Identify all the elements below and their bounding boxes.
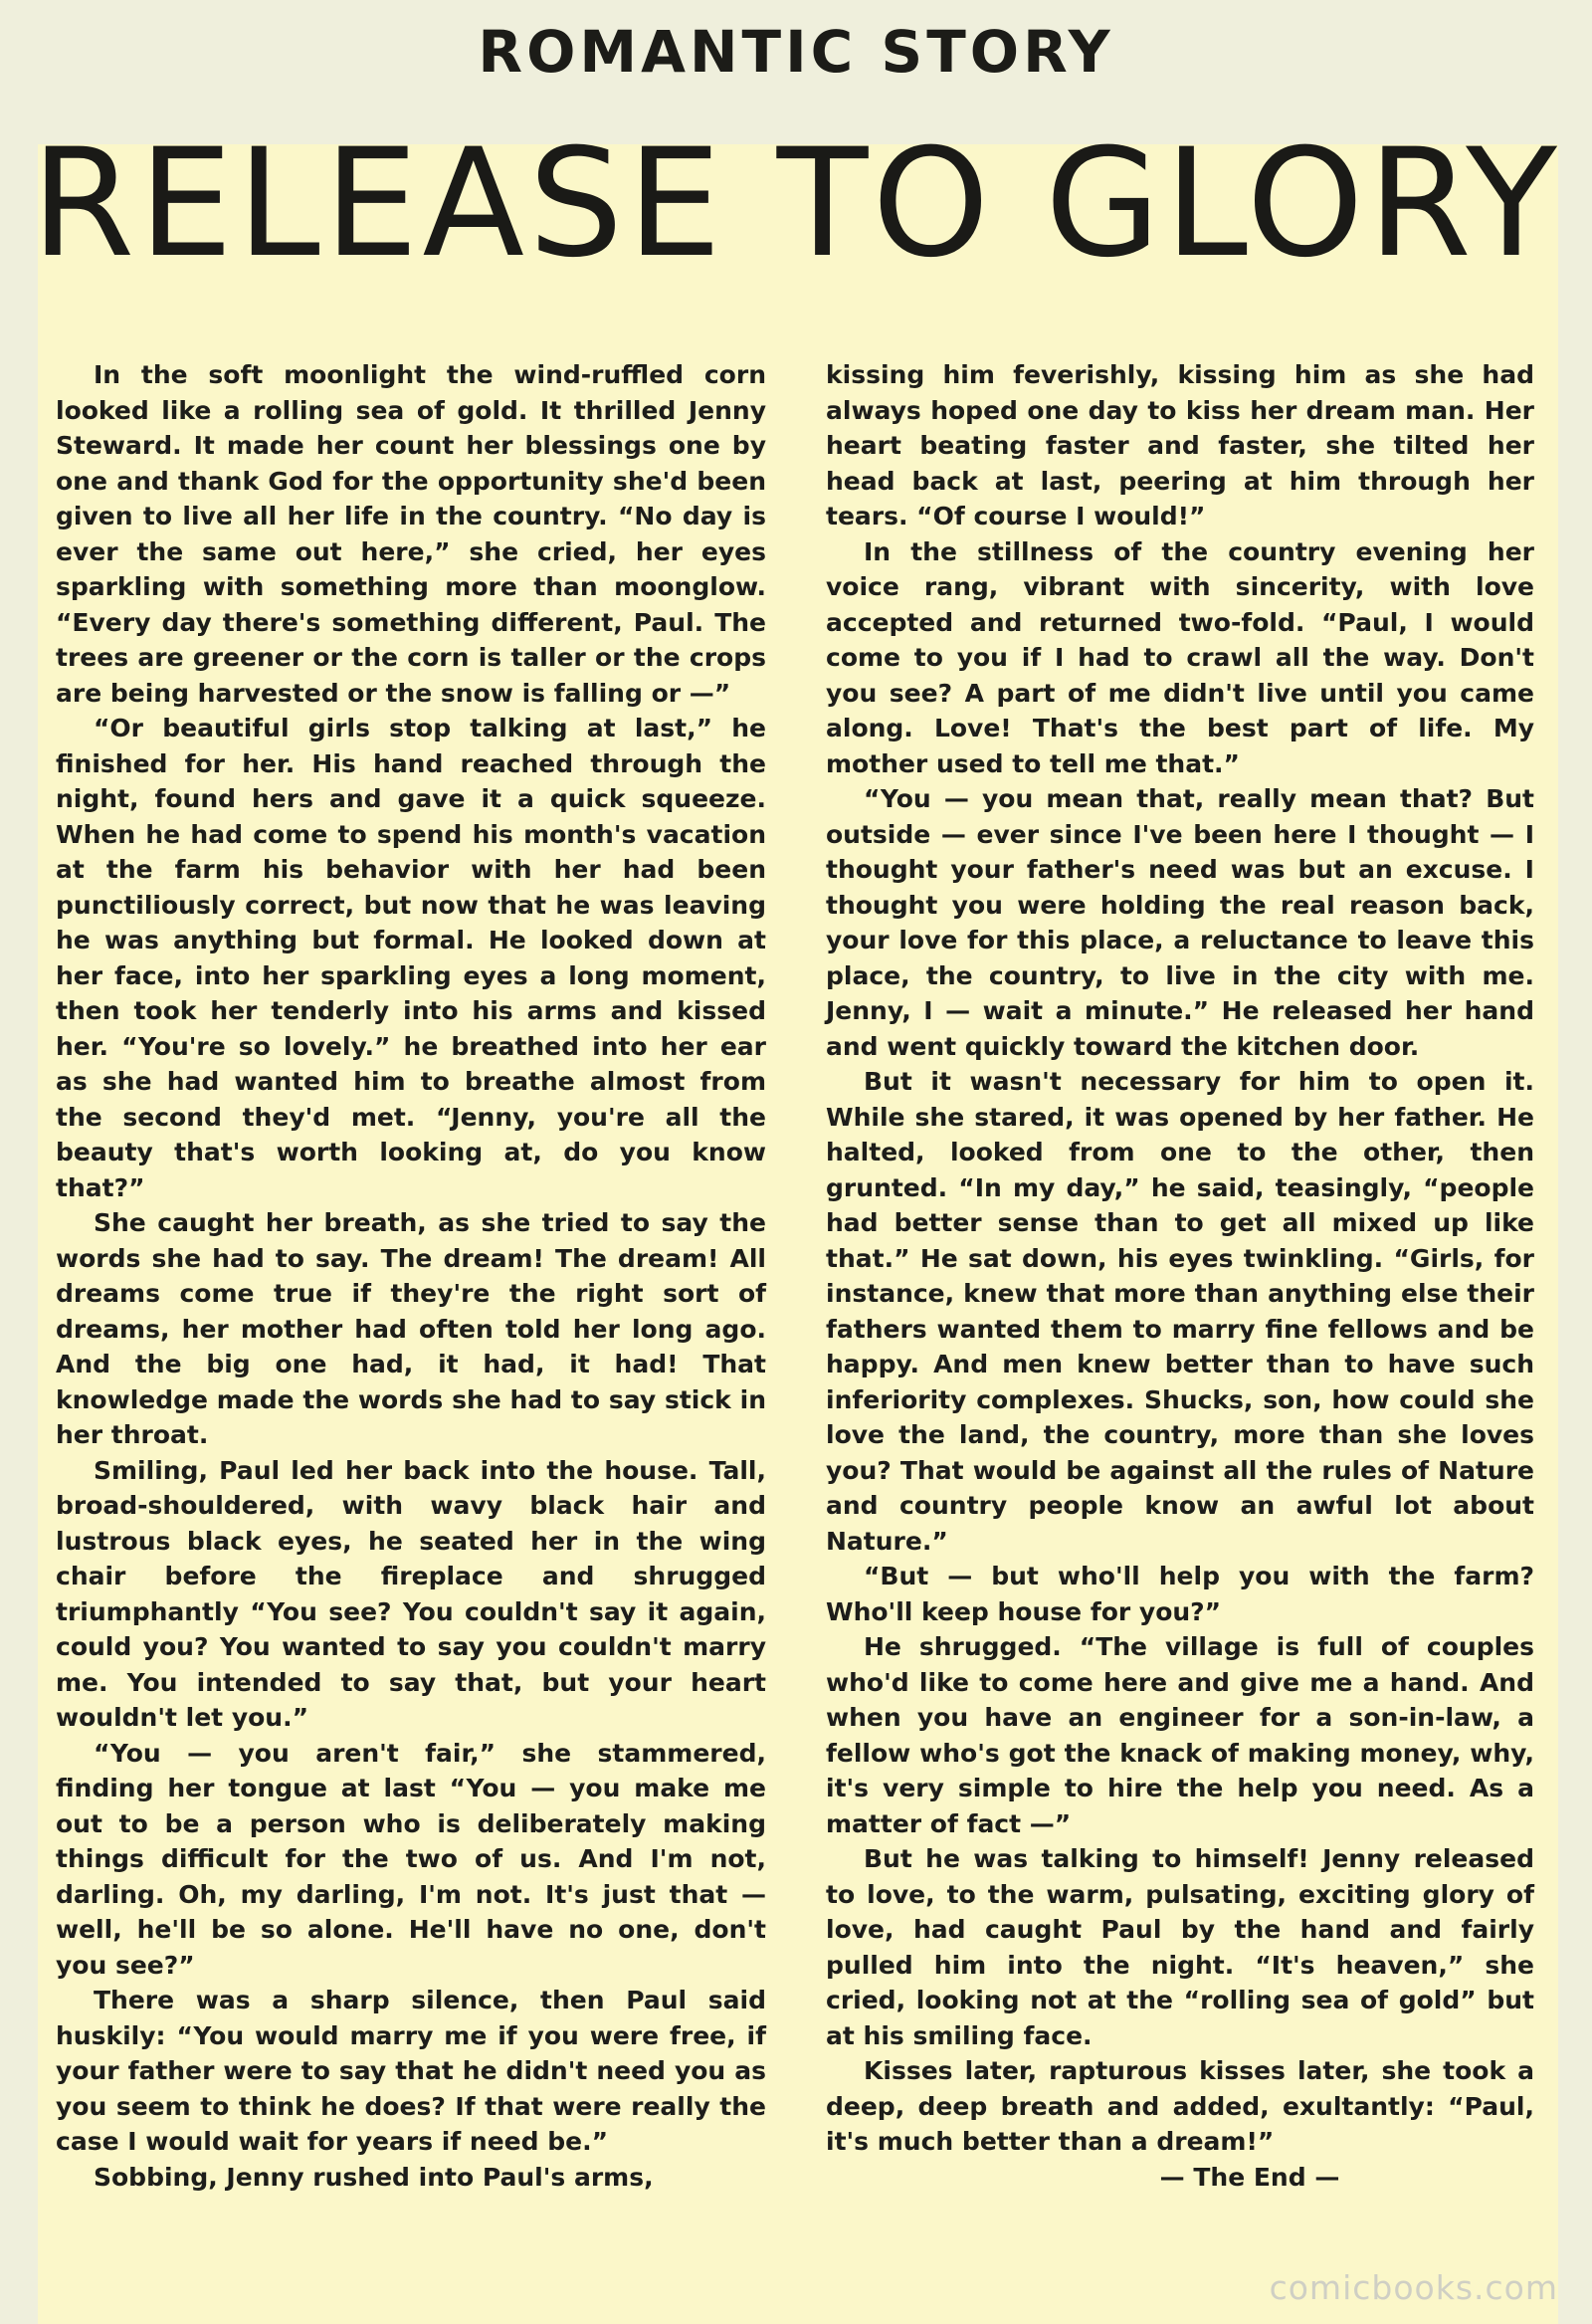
paragraph: In the soft moonlight the wind-ruffled corn looked like a rolling sea of gold. It thrilled Jenny Steward. It made her count her blessings one by one and thank God for the opportunity she'd been given to live all her life in the country. “No day is ever the same out here,” she cried, her eyes sparkling with something more than moonglow. “Every day there's something different, Paul. The trees are greener or the corn is taller or the crops are being harvested or the snow is falling or —” bbox=[56, 360, 766, 708]
paragraph: “Or beautiful girls stop talking at last,” he finished for her. His hand reached through the night, found hers and gave it a quick squeeze. When he had come to spend his month's vacation at the farm his behavior with her had been punctiliously correct, but now that he was leaving he was anything but formal. He looked down at her face, into her sparkling eyes a long moment, then took her tenderly into his arms and kissed her. “You're so lovely.” he breathed into her ear as she had wanted him to breathe almost from the second they'd met. “Jenny, you're all the beauty that's worth looking at, do you know that?” bbox=[56, 714, 766, 1202]
paragraph: She caught her breath, as she tried to say the words she had to say. The dream! The dream! All dreams come true if they're the right sort of dreams, her mother had often told her long ago. And the big one had, it had, it had! That knowledge made the words she had to say stick in her throat. bbox=[56, 1208, 766, 1449]
right-column bbox=[826, 357, 1534, 2195]
section-kicker: ROMANTIC STORY bbox=[478, 18, 1114, 86]
paragraph: But it wasn't necessary for him to open it. While she stared, it was opened by her father. He halted, looked from one to the other, then grunted. “In my day,” he said, teasingly, “people had better sense than to get all mixed up like that.” He sat down, his eyes twinkling. “Girls, for instance, knew that more than anything else their fathers wanted them to marry fine fellows and be happy. And men knew better than to have such inferiority complexes. Shucks, son, how could she love the land, the country, more than she loves you? That would be against all the rules of Nature and country people know an awful lot about Nature.” bbox=[826, 1067, 1534, 1556]
the-end-marker: — The End — bbox=[1159, 2162, 1340, 2192]
paragraph: Kisses later, rapturous kisses later, she took a deep, deep breath and added, exultantly: “Paul, it's much better than a dream!” bbox=[826, 2056, 1534, 2156]
story-title: RELEASE TO GLORY bbox=[31, 117, 1561, 291]
site-watermark: comicbooks.com bbox=[1269, 2268, 1558, 2307]
paragraph: “But — but who'll help you with the farm? Who'll keep house for you?” bbox=[826, 1562, 1534, 1626]
paragraph: kissing him feverishly, kissing him as she had always hoped one day to kiss her dream man. Her heart beating faster and faster, she tilted her head back at last, peering at him through her tears. “Of course I would!” bbox=[826, 360, 1534, 530]
paragraph: There was a sharp silence, then Paul said huskily: “You would marry me if you were free, if your father were to say that he didn't need you as you seem to think he does? If that were really the case I would wait for years if need be.” bbox=[56, 1986, 766, 2156]
paragraph: But he was talking to himself! Jenny released to love, to the warm, pulsating, exciting glory of love, had caught Paul by the hand and fairly pulled him into the night. “It's heaven,” she cried, looking not at the “rolling sea of gold” but at his smiling face. bbox=[826, 1844, 1534, 2050]
left-column bbox=[56, 357, 766, 2195]
paragraph: “You — you mean that, really mean that? But outside — ever since I've been here I thought — I thought your father's need was but an excuse. I thought you were holding the real reason back, your love for this place, a reluctance to leave this place, the country, to live in the city with me. Jenny, I — wait a minute.” He released her hand and went quickly toward the kitchen door. bbox=[826, 784, 1534, 1061]
paragraph: He shrugged. “The village is full of couples who'd like to come here and give me a hand. And when you have an engineer for a son-in-law, a fellow who's got the knack of making money, why, it's very simple to hire the help you need. As a matter of fact —” bbox=[826, 1632, 1534, 1838]
paragraph: Sobbing, Jenny rushed into Paul's arms, bbox=[94, 2162, 654, 2192]
paragraph: “You — you aren't fair,” she stammered, finding her tongue at last “You — you make me out to be a person who is deliberately making things difficult for the two of us. And I'm not, darling. Oh, my darling, I'm not. It's just that — well, he'll be so alone. He'll have no one, don't you see?” bbox=[56, 1738, 766, 1980]
paragraph: Smiling, Paul led her back into the house. Tall, broad-shouldered, with wavy black hair and lustrous black eyes, he seated her in the wing chair before the fireplace and shrugged triumphantly “You see? You couldn't say it again, could you? You wanted to say you couldn't marry me. You intended to say that, but your heart wouldn't let you.” bbox=[56, 1455, 766, 1732]
paragraph: In the stillness of the country evening her voice rang, vibrant with sincerity, with love accepted and returned two-fold. “Paul, I would come to you if I had to crawl all the way. Don't you see? A part of me didn't live until you came along. Love! That's the best part of life. My mother used to tell me that.” bbox=[826, 536, 1534, 778]
